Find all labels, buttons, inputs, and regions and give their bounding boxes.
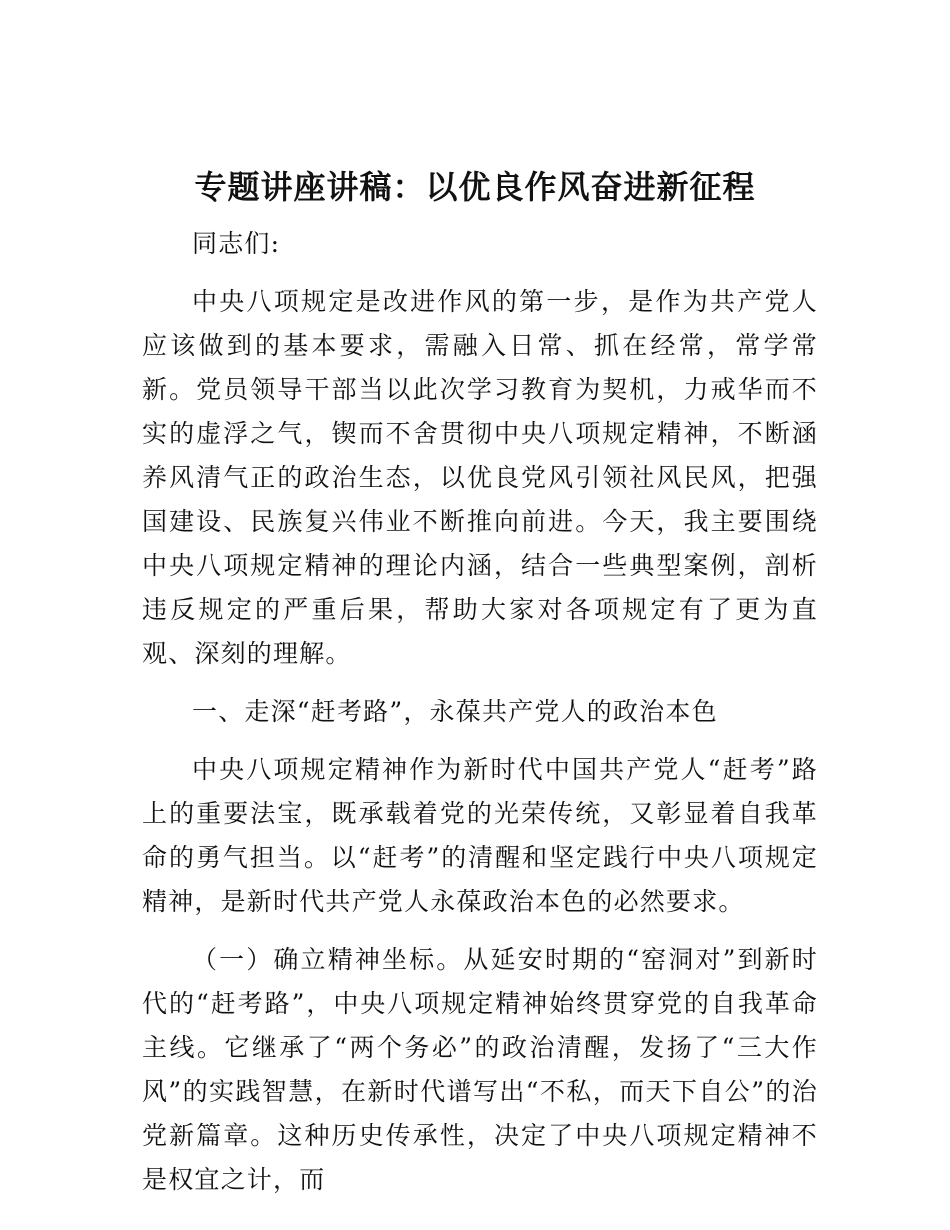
salutation: 同志们: bbox=[192, 229, 281, 258]
document-body bbox=[142, 222, 818, 1202]
section-heading-1: 一、走深“赶考路”，永葆共产党人的政治本色 bbox=[192, 697, 718, 726]
paragraph-intro: 中央八项规定是改进作风的第一步，是作为共产党人应该做到的基本要求，需融入日常、抓在经常，常学常新。党员领导干部当以此次学习教育为契机，力戒华而不实的虚浮之气，锲而不舍贯彻中央八项规定精神，不断涵养风清气正的政治生态，以优良党风引领社风民风，把强国建设、民族复兴伟业不断推向前进。今天，我主要围绕中央八项规定精神的理论内涵，结合一些典型案例，剖析违反规定的严重后果，帮助大家对各项规定有了更为直观、深刻的理解。 bbox=[142, 287, 818, 668]
paragraph-subsection-1: （一）确立精神坐标。从延安时期的“窑洞对”到新时代的“赶考路”，中央八项规定精神始终贯穿党的自我革命主线。它继承了“两个务必”的政治清醒，发扬了“三大作风”的实践智慧，在新时代谱写出“不私，而天下自公”的治党新篇章。这种历史传承性，决定了中央八项规定精神不是权宜之计，而 bbox=[142, 945, 818, 1194]
paragraph-section-1: 中央八项规定精神作为新时代中国共产党人“赶考”路上的重要法宝，既承载着党的光荣传统，又彰显着自我革命的勇气担当。以“赶考”的清醒和坚定践行中央八项规定精神，是新时代共产党人永葆政治本色的必然要求。 bbox=[142, 755, 818, 916]
document-title: 专题讲座讲稿：以优良作风奋进新征程 bbox=[194, 168, 756, 206]
